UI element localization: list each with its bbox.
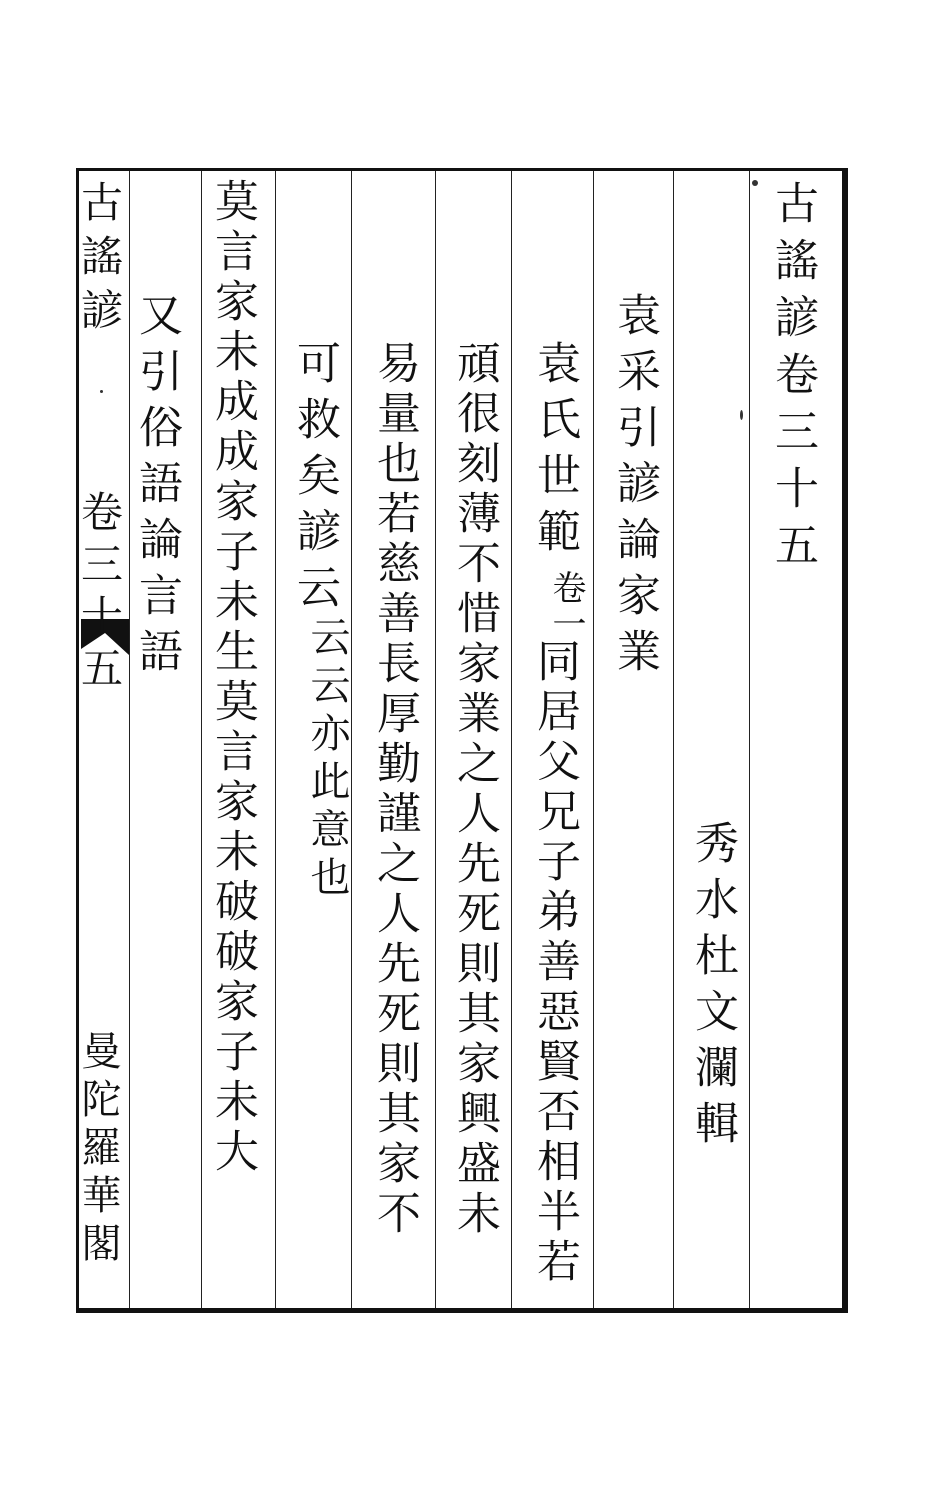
text-line-2: 頑很刻薄不惜家業之人先死則其家興盛未 — [449, 340, 500, 1240]
column-text-5 — [207, 178, 258, 1178]
text-line-1-rest: 同居父兄子弟善惡賢否相半若 — [529, 638, 580, 1288]
column-text-6 — [131, 292, 182, 684]
volume-title: 古謠諺卷三十五 — [767, 180, 818, 579]
column-rule — [201, 171, 202, 1308]
ink-speck — [752, 180, 758, 186]
column-rule — [351, 171, 352, 1308]
inline-note-1 — [546, 570, 586, 642]
compiler-name: 秀水杜文瀾輯 — [687, 820, 738, 1156]
text-line-5: 莫言家未成成家子未生莫言家未破破家子未大 — [207, 178, 258, 1178]
margin-title-column — [75, 180, 124, 342]
ink-speck — [740, 410, 743, 420]
margin-publisher-column — [75, 1030, 121, 1270]
column-rule — [593, 171, 594, 1308]
margin-volume-column — [75, 490, 124, 698]
column-compiler — [687, 820, 738, 1156]
inline-note-4-text: 云云亦此意也 — [304, 616, 350, 904]
margin-book-title: 古謠諺 — [75, 180, 124, 342]
column-text-3 — [369, 340, 420, 1240]
column-rule — [673, 171, 674, 1308]
text-line-4-main: 可救矣諺云 — [289, 340, 340, 620]
column-rule — [435, 171, 436, 1308]
column-text-1-rest — [529, 638, 580, 1288]
inline-note-1-text: 卷一 — [546, 570, 586, 642]
text-line-6: 又引俗語論言語 — [131, 292, 182, 684]
inline-note-4 — [306, 616, 348, 904]
column-rule — [275, 171, 276, 1308]
column-text-4 — [289, 340, 340, 620]
column-text-1 — [529, 340, 580, 564]
column-rule — [129, 171, 130, 1308]
section-heading: 袁采引諺論家業 — [609, 292, 660, 684]
column-title — [767, 180, 818, 579]
margin-volume: 卷三十五 — [75, 490, 124, 698]
column-rule — [511, 171, 512, 1308]
column-heading — [609, 292, 660, 684]
column-rule — [749, 171, 750, 1308]
text-line-1-main: 袁氏世範 — [529, 340, 580, 564]
text-line-3: 易量也若慈善長厚勤謹之人先死則其家不 — [369, 340, 420, 1240]
ink-speck — [100, 390, 103, 393]
publisher-name: 曼陀羅華閣 — [75, 1030, 121, 1270]
column-text-2 — [449, 340, 500, 1240]
